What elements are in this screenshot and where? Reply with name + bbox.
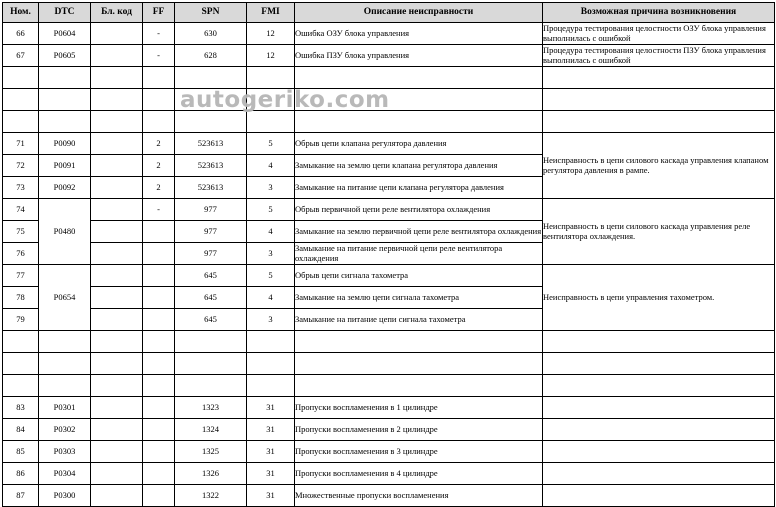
- cell-ff: [143, 397, 175, 419]
- cell-ff: 2: [143, 133, 175, 155]
- cell-block-code: [91, 221, 143, 243]
- cell-ff: [143, 89, 175, 111]
- cell-spn: 630: [175, 23, 247, 45]
- cell-spn: 645: [175, 309, 247, 331]
- cell-fmi: 31: [247, 485, 295, 507]
- cell-fmi: 31: [247, 441, 295, 463]
- cell-dtc: [39, 67, 91, 89]
- cell-num: 72: [3, 155, 39, 177]
- table-row: [3, 353, 775, 375]
- cell-fmi: [247, 89, 295, 111]
- cell-cause: [543, 89, 775, 111]
- cell-ff: [143, 265, 175, 287]
- cell-spn: 523613: [175, 133, 247, 155]
- cell-ff: 2: [143, 155, 175, 177]
- cell-block-code: [91, 23, 143, 45]
- cell-description: Множественные пропуски воспламенения: [295, 485, 543, 507]
- cell-fmi: 12: [247, 45, 295, 67]
- cell-fmi: 5: [247, 199, 295, 221]
- cell-dtc: P0604: [39, 23, 91, 45]
- cell-block-code: [91, 441, 143, 463]
- cell-ff: [143, 221, 175, 243]
- cell-cause: [543, 67, 775, 89]
- cell-description: [295, 331, 543, 353]
- cell-description: Пропуски воспламенения в 1 цилиндре: [295, 397, 543, 419]
- table-row: [3, 89, 775, 111]
- cell-num: 84: [3, 419, 39, 441]
- cell-num: 85: [3, 441, 39, 463]
- cell-block-code: [91, 67, 143, 89]
- cell-fmi: [247, 331, 295, 353]
- cell-spn: 523613: [175, 177, 247, 199]
- cell-num: [3, 67, 39, 89]
- cell-num: 87: [3, 485, 39, 507]
- cell-block-code: [91, 419, 143, 441]
- cell-dtc: P0090: [39, 133, 91, 155]
- cell-cause: [543, 485, 775, 507]
- column-header-fmi: FMI: [247, 3, 295, 23]
- cell-spn: 645: [175, 287, 247, 309]
- cell-dtc: P0654: [39, 265, 91, 331]
- cell-description: Замыкание на землю первичной цепи реле вентилятора охлаждения: [295, 221, 543, 243]
- table-row: [3, 419, 775, 441]
- cell-description: Замыкание на землю цепи клапана регулятора давления: [295, 155, 543, 177]
- cell-block-code: [91, 177, 143, 199]
- cell-ff: -: [143, 45, 175, 67]
- cell-num: 86: [3, 463, 39, 485]
- cell-num: 77: [3, 265, 39, 287]
- cell-ff: [143, 441, 175, 463]
- cell-description: Пропуски воспламенения в 2 цилиндре: [295, 419, 543, 441]
- cell-cause: [543, 441, 775, 463]
- table-row: [3, 485, 775, 507]
- cell-ff: 2: [143, 177, 175, 199]
- cell-num: 78: [3, 287, 39, 309]
- cell-description: Замыкание на питание цепи клапана регулятора давления: [295, 177, 543, 199]
- cell-cause: Процедура тестирования целостности ПЗУ блока управления выполнилась с ошибкой: [543, 45, 775, 67]
- cell-spn: [175, 375, 247, 397]
- cell-ff: [143, 309, 175, 331]
- cell-ff: -: [143, 23, 175, 45]
- cell-description: Замыкание на питание первичной цепи реле вентилятора охлаждения: [295, 243, 543, 265]
- cell-cause: Неисправность в цепи управления тахометром.: [543, 265, 775, 331]
- cell-ff: [143, 485, 175, 507]
- cell-fmi: [247, 111, 295, 133]
- cell-num: [3, 331, 39, 353]
- cell-ff: [143, 243, 175, 265]
- cell-num: 66: [3, 23, 39, 45]
- cell-block-code: [91, 397, 143, 419]
- table-row: [3, 463, 775, 485]
- cell-block-code: [91, 45, 143, 67]
- cell-num: [3, 89, 39, 111]
- cell-block-code: [91, 463, 143, 485]
- cell-description: Обрыв цепи сигнала тахометра: [295, 265, 543, 287]
- cell-spn: 645: [175, 265, 247, 287]
- cell-ff: [143, 111, 175, 133]
- cell-cause: [543, 331, 775, 353]
- cell-spn: 1322: [175, 485, 247, 507]
- table-row: [3, 375, 775, 397]
- cell-spn: [175, 111, 247, 133]
- column-header-cause: Возможная причина возникновения: [543, 3, 775, 23]
- cell-num: [3, 375, 39, 397]
- column-header-spn: SPN: [175, 3, 247, 23]
- cell-ff: [143, 419, 175, 441]
- cell-spn: 977: [175, 221, 247, 243]
- table-row: [3, 265, 775, 287]
- cell-num: 75: [3, 221, 39, 243]
- cell-description: Ошибка ОЗУ блока управления: [295, 23, 543, 45]
- cell-fmi: [247, 67, 295, 89]
- table-row: [3, 111, 775, 133]
- cell-ff: [143, 375, 175, 397]
- cell-ff: [143, 353, 175, 375]
- column-header-num: Ном.: [3, 3, 39, 23]
- cell-block-code: [91, 111, 143, 133]
- cell-dtc: P0605: [39, 45, 91, 67]
- cell-block-code: [91, 155, 143, 177]
- cell-description: [295, 111, 543, 133]
- cell-block-code: [91, 133, 143, 155]
- table-header-row: [3, 3, 775, 23]
- cell-dtc: P0301: [39, 397, 91, 419]
- cell-dtc: P0091: [39, 155, 91, 177]
- cell-fmi: 31: [247, 397, 295, 419]
- cell-dtc: P0303: [39, 441, 91, 463]
- cell-dtc: [39, 89, 91, 111]
- cell-dtc: [39, 353, 91, 375]
- cell-block-code: [91, 331, 143, 353]
- cell-dtc: P0302: [39, 419, 91, 441]
- cell-fmi: 4: [247, 155, 295, 177]
- cell-cause: [543, 353, 775, 375]
- cell-spn: 977: [175, 243, 247, 265]
- cell-cause: [543, 375, 775, 397]
- cell-num: 67: [3, 45, 39, 67]
- cell-cause: [543, 419, 775, 441]
- cell-num: 76: [3, 243, 39, 265]
- table-body: [3, 23, 775, 507]
- column-header-block-code: Бл. код: [91, 3, 143, 23]
- cell-fmi: 4: [247, 221, 295, 243]
- cell-spn: 1324: [175, 419, 247, 441]
- cell-num: 74: [3, 199, 39, 221]
- cell-dtc: P0480: [39, 199, 91, 265]
- cell-fmi: 5: [247, 133, 295, 155]
- cell-ff: [143, 67, 175, 89]
- cell-fmi: 3: [247, 177, 295, 199]
- cell-num: 79: [3, 309, 39, 331]
- cell-description: [295, 89, 543, 111]
- table-row: [3, 199, 775, 221]
- cell-block-code: [91, 265, 143, 287]
- cell-description: Ошибка ПЗУ блока управления: [295, 45, 543, 67]
- cell-description: Замыкание на питание цепи сигнала тахометра: [295, 309, 543, 331]
- cell-fmi: [247, 375, 295, 397]
- cell-dtc: P0304: [39, 463, 91, 485]
- cell-fmi: 31: [247, 419, 295, 441]
- cell-spn: [175, 89, 247, 111]
- cell-block-code: [91, 353, 143, 375]
- table-row: [3, 23, 775, 45]
- cell-cause: Неисправность в цепи силового каскада управления реле вентилятора охлаждения.: [543, 199, 775, 265]
- cell-block-code: [91, 199, 143, 221]
- cell-num: 83: [3, 397, 39, 419]
- cell-fmi: 3: [247, 309, 295, 331]
- column-header-ff: FF: [143, 3, 175, 23]
- cell-spn: [175, 353, 247, 375]
- cell-num: 73: [3, 177, 39, 199]
- cell-fmi: 4: [247, 287, 295, 309]
- table-row: [3, 397, 775, 419]
- table-row: [3, 67, 775, 89]
- table-row: [3, 133, 775, 155]
- cell-description: [295, 353, 543, 375]
- cell-block-code: [91, 375, 143, 397]
- cell-spn: 1323: [175, 397, 247, 419]
- cell-block-code: [91, 89, 143, 111]
- cell-num: [3, 111, 39, 133]
- cell-block-code: [91, 287, 143, 309]
- cell-cause: Неисправность в цепи силового каскада управления клапаном регулятора давления в рампе.: [543, 133, 775, 199]
- cell-fmi: 31: [247, 463, 295, 485]
- table-row: [3, 331, 775, 353]
- cell-description: Пропуски воспламенения в 4 цилиндре: [295, 463, 543, 485]
- watermark-text: autogeriko.com: [180, 87, 390, 113]
- cell-description: Обрыв цепи клапана регулятора давления: [295, 133, 543, 155]
- cell-block-code: [91, 243, 143, 265]
- cell-description: Пропуски воспламенения в 3 цилиндре: [295, 441, 543, 463]
- table-row: [3, 441, 775, 463]
- cell-description: Замыкание на землю цепи сигнала тахометра: [295, 287, 543, 309]
- cell-spn: 977: [175, 199, 247, 221]
- cell-spn: 1325: [175, 441, 247, 463]
- cell-cause: [543, 397, 775, 419]
- cell-cause: [543, 463, 775, 485]
- cell-block-code: [91, 309, 143, 331]
- cell-ff: [143, 287, 175, 309]
- cell-ff: [143, 463, 175, 485]
- cell-ff: -: [143, 199, 175, 221]
- column-header-dtc: DTC: [39, 3, 91, 23]
- cell-dtc: [39, 111, 91, 133]
- cell-spn: 628: [175, 45, 247, 67]
- cell-cause: Процедура тестирования целостности ОЗУ блока управления выполнилась с ошибкой: [543, 23, 775, 45]
- cell-fmi: 3: [247, 243, 295, 265]
- cell-spn: 1326: [175, 463, 247, 485]
- dtc-table: [2, 2, 775, 507]
- cell-spn: 523613: [175, 155, 247, 177]
- cell-spn: [175, 331, 247, 353]
- column-header-description: Описание неисправности: [295, 3, 543, 23]
- cell-fmi: 12: [247, 23, 295, 45]
- cell-fmi: [247, 353, 295, 375]
- cell-spn: [175, 67, 247, 89]
- cell-dtc: [39, 331, 91, 353]
- cell-fmi: 5: [247, 265, 295, 287]
- cell-block-code: [91, 485, 143, 507]
- cell-description: [295, 375, 543, 397]
- cell-cause: [543, 111, 775, 133]
- cell-description: Обрыв первичной цепи реле вентилятора охлаждения: [295, 199, 543, 221]
- cell-num: 71: [3, 133, 39, 155]
- document-page: [0, 2, 776, 500]
- cell-description: [295, 67, 543, 89]
- cell-dtc: P0092: [39, 177, 91, 199]
- cell-ff: [143, 331, 175, 353]
- cell-num: [3, 353, 39, 375]
- cell-dtc: [39, 375, 91, 397]
- cell-dtc: P0300: [39, 485, 91, 507]
- table-row: [3, 45, 775, 67]
